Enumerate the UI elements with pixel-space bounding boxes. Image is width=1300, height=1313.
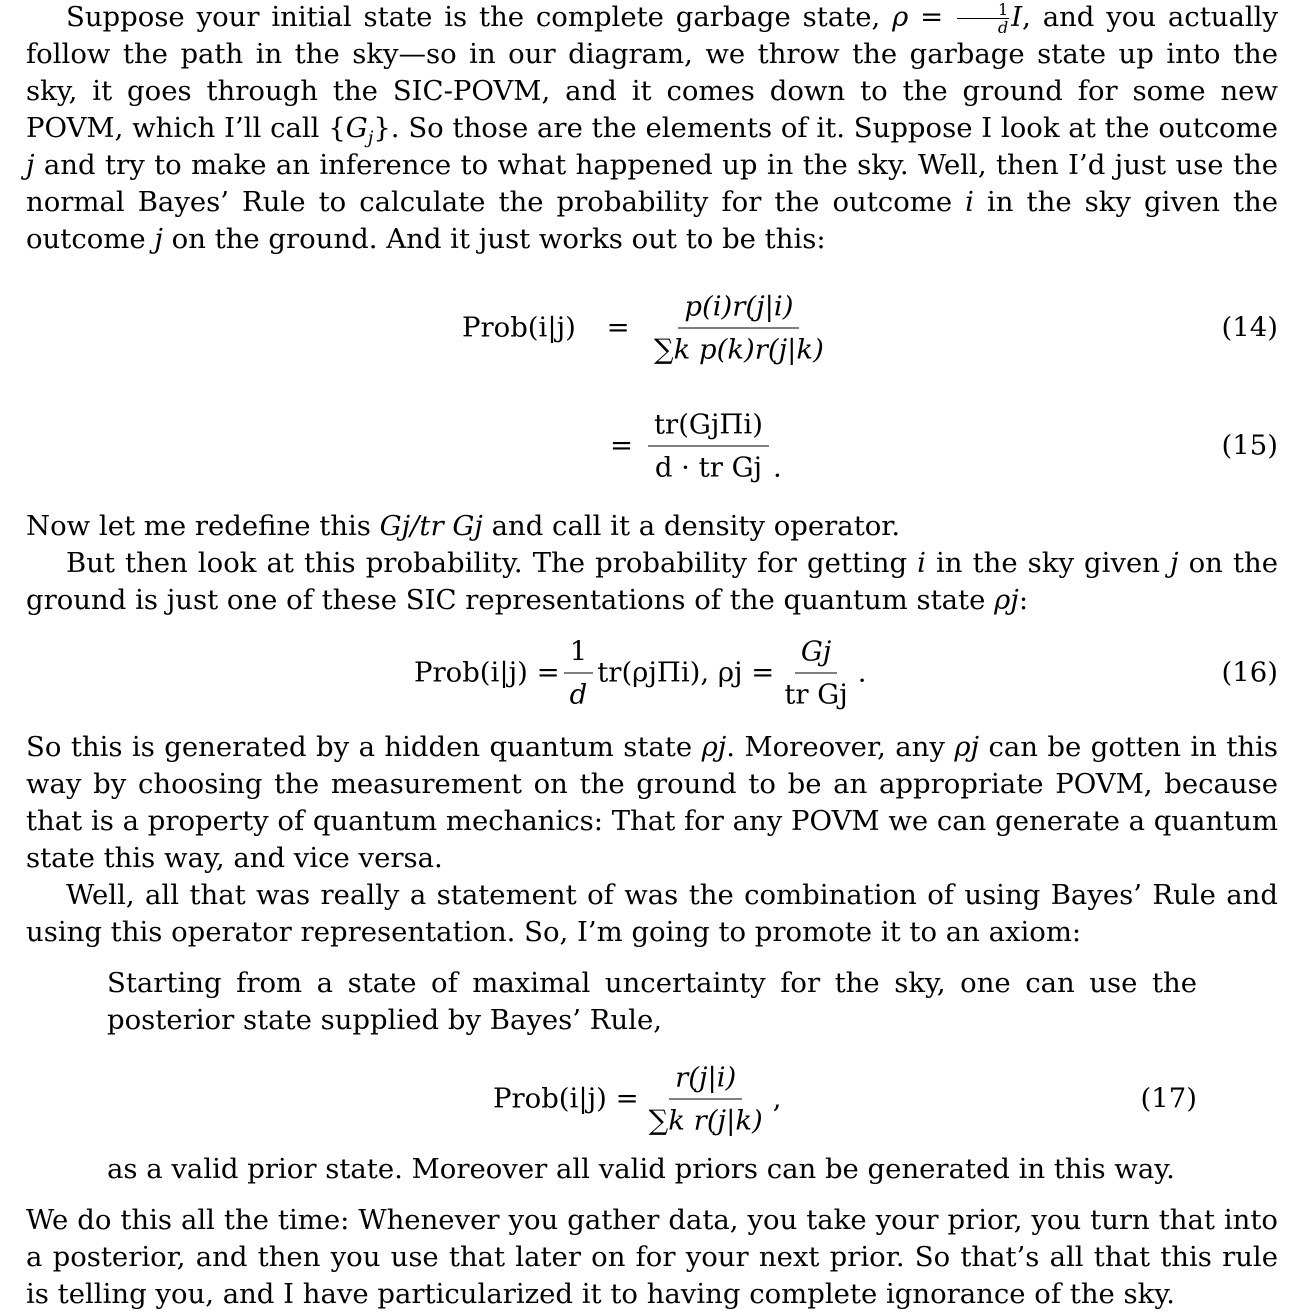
- eq16-number: (16): [1221, 656, 1278, 689]
- eq16-numerator: Gj: [795, 633, 838, 674]
- equation-17: [107, 1051, 1197, 1147]
- eq15-numerator: tr(GjΠi): [648, 406, 769, 447]
- p1-fraction: [957, 1, 1009, 36]
- eq14-equals: =: [606, 311, 630, 344]
- paragraph-6: We do this all the time: Whenever you gather data, you take your prior, you turn that into a posterior, and then you use that later on for your next prior. So that’s all that this rule is telling you, and I have particularized it to having complete ignorance of the sky.: [26, 1204, 1278, 1310]
- eq14-number: (14): [1221, 311, 1278, 344]
- p1-text-5: in the sky given the outcome: [26, 186, 1278, 255]
- p1-frac-num: 1: [957, 1, 1009, 19]
- eq16-denominator: tr Gj: [784, 678, 848, 711]
- p3-text-3: on the ground is just one of these SIC representations of the quantum state: [26, 547, 1278, 616]
- eq15-period: .: [772, 451, 782, 484]
- paragraph-3: [26, 545, 1278, 619]
- eq17-number: (17): [1140, 1082, 1197, 1115]
- p4-text-2: . Moreover, any: [726, 731, 955, 763]
- quote-text-2: as a valid prior state. Moreover all valid priors can be generated in this way.: [107, 1153, 1175, 1185]
- eq14-lhs: Prob(i|j): [462, 311, 576, 344]
- p3-text-2: in the sky given: [925, 547, 1171, 579]
- eq15-group: [644, 406, 782, 487]
- eq16-group: [414, 633, 867, 714]
- eq14-numerator: p(i)r(j|i): [678, 288, 799, 329]
- p4-rho: ρj: [701, 731, 727, 763]
- eq17-fraction: [643, 1059, 769, 1140]
- p1-text-1: Suppose your initial state is the complete garbage state,: [66, 1, 893, 33]
- eq14-lhs-group: [462, 310, 630, 347]
- p3-text-4: :: [1018, 584, 1029, 616]
- eq15-fraction: [648, 406, 769, 487]
- p3-rho: ρj: [994, 584, 1019, 616]
- p4-text-1: So this is generated by a hidden quantum state: [26, 731, 702, 763]
- eq16-mid: tr(ρjΠi), ρj =: [597, 656, 775, 689]
- p1-j: j: [26, 149, 35, 181]
- paragraph-2: [26, 508, 1278, 545]
- document-body: [26, 0, 1278, 1313]
- p3-i: i: [917, 547, 926, 579]
- paragraph-1: [26, 0, 1278, 258]
- equation-15: [26, 396, 1278, 496]
- p3-text-1: But then look at this probability. The probability for getting: [66, 547, 918, 579]
- p1-text-2: , and you actually follow the path in the sky—so in our diagram, we throw the garbage state up into the sky, it goes through the SIC-POVM, and it comes down to the ground for some new POVM, which I’ll call {: [26, 1, 1278, 144]
- p1-text-4: and try to make an inference to what happened up in the sky. Well, then I’d just use the normal Bayes’ Rule to calculate the probability for the outcome: [26, 149, 1278, 218]
- p1-i: i: [965, 186, 974, 218]
- axiom-quote: [26, 965, 1197, 1188]
- eq17-group: [493, 1059, 782, 1140]
- eq15-number: (15): [1221, 429, 1278, 462]
- p1-frac-den: d: [998, 18, 1009, 37]
- p1-sub-j: j: [367, 127, 374, 149]
- eq16-frac-num: 1: [564, 633, 594, 674]
- equation-16: [26, 623, 1278, 723]
- p1-rho-eq: ρ =: [892, 1, 956, 33]
- p1-text-3: }. So those are the elements of it. Suppose I look at the outcome: [373, 112, 1278, 144]
- p2-expr: Gj/tr Gj: [379, 510, 483, 542]
- eq16-small-fraction: [564, 633, 594, 714]
- quote-text-1: Starting from a state of maximal uncertainty for the sky, one can use the posterior state supplied by Bayes’ Rule,: [107, 967, 1197, 1036]
- paragraph-5: Well, all that was really a statement of was the combination of using Bayes’ Rule and using this operator representation. So, I’m going to promote it to an axiom:: [26, 879, 1278, 948]
- eq16-fraction: [778, 633, 853, 714]
- eq14-denominator: ∑k p(k)r(j|k): [654, 333, 824, 366]
- eq17-numerator: r(j|i): [669, 1059, 742, 1100]
- eq14-fraction: [648, 288, 830, 369]
- p1-j2: j: [154, 223, 163, 255]
- eq16-frac-den: d: [569, 678, 588, 711]
- equation-14: [26, 278, 1278, 378]
- p4-text-3: can be gotten in this way by choosing the measurement on the ground to be an appropriate POVM, because that is a property of quantum mechanics: That for any POVM we can generate a quantum state this way, and vice versa.: [26, 731, 1279, 874]
- p1-text-6: on the ground. And it just works out to be this:: [162, 223, 826, 255]
- p2-text-2: and call it a density operator.: [482, 510, 901, 542]
- eq15-equals: =: [610, 429, 634, 462]
- eq16-lhs: Prob(i|j) =: [414, 656, 560, 689]
- eq15-denominator: d · tr Gj: [654, 451, 763, 484]
- p3-j: j: [1170, 547, 1179, 579]
- p1-identity: I: [1011, 1, 1023, 33]
- paragraph-4: [26, 729, 1278, 877]
- eq17-denominator: ∑k r(j|k): [648, 1104, 763, 1137]
- eq17-lhs: Prob(i|j) =: [493, 1082, 639, 1115]
- p2-text-1: Now let me redefine this: [26, 510, 380, 542]
- eq16-period: .: [857, 656, 867, 689]
- eq17-comma: ,: [772, 1082, 782, 1115]
- p1-G: G: [345, 112, 368, 144]
- p4-rho2: ρj: [954, 731, 980, 763]
